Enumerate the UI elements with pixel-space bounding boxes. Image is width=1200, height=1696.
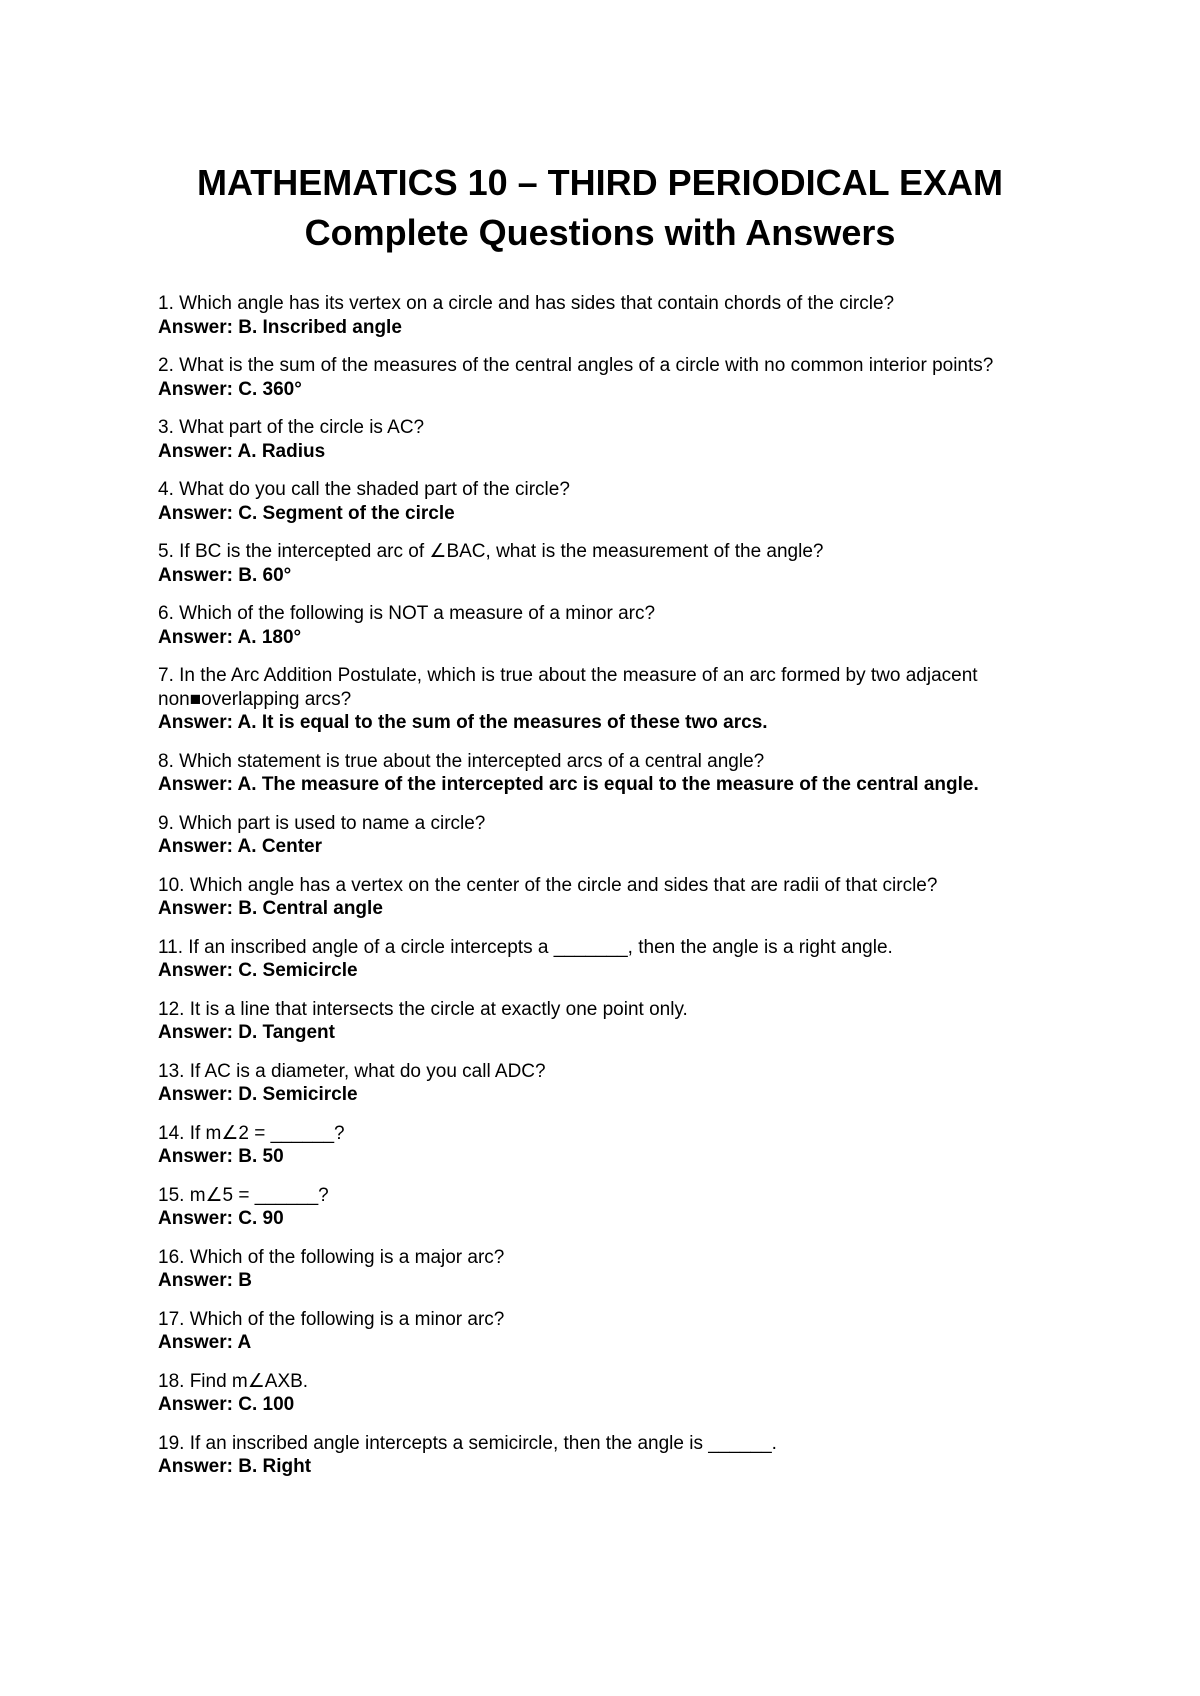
title-block [120, 158, 1080, 258]
question-item [158, 478, 1080, 525]
answer-text: Answer: A. Radius [158, 440, 326, 462]
answer-text: Answer: C. 90 [158, 1208, 284, 1229]
question-item [158, 1122, 1080, 1169]
question-item [158, 1184, 1080, 1231]
question-item [158, 998, 1080, 1045]
question-text: 8. Which statement is true about the intercepted arcs of a central angle? [158, 750, 765, 772]
question-text: 9. Which part is used to name a circle? [158, 812, 486, 834]
question-item [158, 1432, 1080, 1479]
question-text: 4. What do you call the shaded part of the circle? [158, 479, 570, 500]
question-text: 2. What is the sum of the measures of the central angles of a circle with no common interior points? [158, 355, 994, 376]
question-item [158, 416, 1080, 463]
question-text: 3. What part of the circle is AC? [158, 417, 425, 438]
answer-text: Answer: A. It is equal to the sum of the measures of these two arcs. [158, 712, 768, 733]
answer-text: Answer: D. Semicircle [158, 1084, 358, 1105]
question-item [158, 1246, 1080, 1293]
question-text: 6. Which of the following is NOT a measure of a minor arc? [158, 603, 656, 624]
question-item [158, 812, 1080, 859]
answer-text: Answer: B. Inscribed angle [158, 316, 402, 338]
question-text: 1. Which angle has its vertex on a circle and has sides that contain chords of the circle? [158, 293, 895, 314]
answer-text: Answer: B. Central angle [158, 898, 383, 919]
question-item [158, 664, 1080, 735]
answer-text: Answer: B. 50 [158, 1146, 284, 1167]
answer-text: Answer: A. 180° [158, 626, 302, 648]
answer-text: Answer: A. Center [158, 836, 322, 857]
question-text: 16. Which of the following is a major arc? [158, 1246, 505, 1268]
question-item [158, 1060, 1080, 1107]
question-text: 13. If AC is a diameter, what do you call ADC? [158, 1060, 546, 1082]
question-text: 5. If BC is the intercepted arc of ∠BAC, what is the measurement of the angle? [158, 541, 824, 562]
question-list [158, 292, 1080, 1479]
answer-text: Answer: B. Right [158, 1456, 312, 1477]
answer-text: Answer: B [158, 1270, 252, 1291]
question-item [158, 602, 1080, 649]
question-text: 12. It is a line that intersects the circle at exactly one point only. [158, 998, 688, 1020]
question-text: 17. Which of the following is a minor arc? [158, 1308, 505, 1330]
question-item [158, 540, 1080, 587]
answer-text: Answer: C. Segment of the circle [158, 502, 455, 524]
question-text: 10. Which angle has a vertex on the center of the circle and sides that are radii of that circle? [158, 874, 938, 896]
question-item [158, 750, 1080, 797]
question-item [158, 1308, 1080, 1355]
answer-text: Answer: C. 100 [158, 1394, 295, 1415]
question-item [158, 292, 1080, 339]
question-text: 19. If an inscribed angle intercepts a semicircle, then the angle is ______. [158, 1432, 777, 1454]
question-item [158, 936, 1080, 983]
question-text: 15. m∠5 = ______? [158, 1184, 329, 1206]
answer-text: Answer: D. Tangent [158, 1022, 335, 1043]
page-subtitle: Complete Questions with Answers [304, 212, 896, 253]
question-text: 7. In the Arc Addition Postulate, which is true about the measure of an arc formed by two adjacent non■overlapping arcs? [158, 665, 978, 710]
question-text: 18. Find m∠AXB. [158, 1370, 309, 1392]
page-title: MATHEMATICS 10 – THIRD PERIODICAL EXAM [196, 162, 1004, 203]
answer-text: Answer: C. Semicircle [158, 960, 358, 981]
answer-text: Answer: A. The measure of the intercepted arc is equal to the measure of the central angle. [158, 774, 979, 795]
answer-text: Answer: A [158, 1332, 252, 1353]
question-text: 11. If an inscribed angle of a circle intercepts a _______, then the angle is a right angle. [158, 936, 893, 958]
answer-text: Answer: B. 60° [158, 564, 292, 586]
question-text: 14. If m∠2 = ______? [158, 1122, 345, 1144]
question-item [158, 1370, 1080, 1417]
answer-text: Answer: C. 360° [158, 378, 302, 400]
question-item [158, 354, 1080, 401]
question-item [158, 874, 1080, 921]
